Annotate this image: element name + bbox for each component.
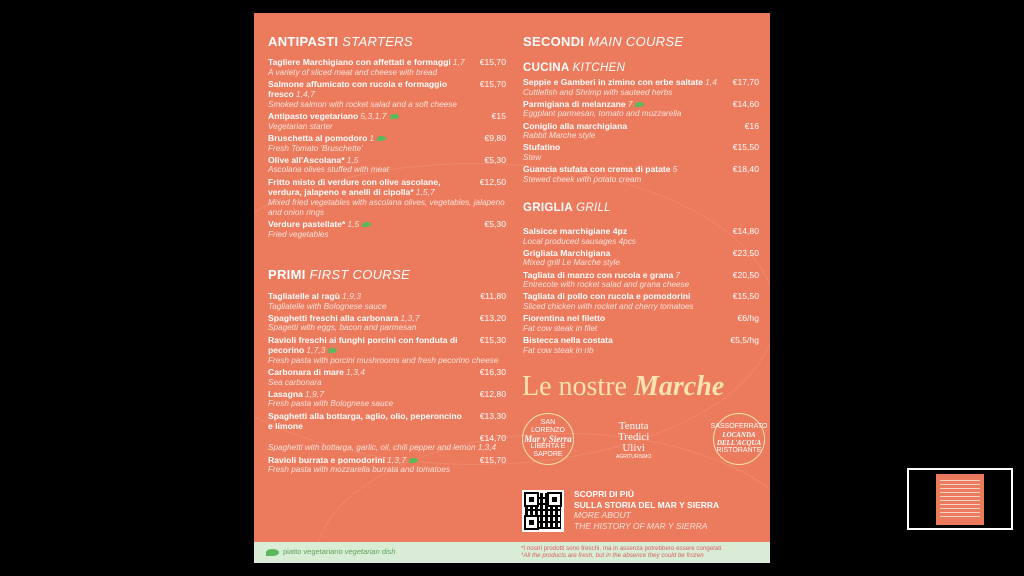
menu-item: [268, 455, 506, 476]
dish-name: Salmone affumicato con rucola e formaggio fresco 1,4,7: [268, 78, 448, 100]
dish-description: Mixed grill Le Marche style: [523, 258, 620, 268]
dish-price: €5,5/hg: [730, 334, 759, 345]
dish-name: Fritto misto di verdure con olive ascolane, verdura, jalapeno e anelli di cipolla* 1,5,7: [268, 176, 441, 198]
dish-name: Lasagna 1,9,7: [268, 388, 324, 399]
menu-item: [523, 335, 759, 356]
dish-price: €14,60: [732, 98, 759, 109]
allergen-codes: 1,5: [346, 154, 359, 165]
allergen-codes: 1,5: [347, 219, 360, 230]
allergen-codes: 1,3,7: [400, 312, 420, 323]
allergen-codes: 1: [369, 132, 375, 143]
dish-price: €6/hg: [737, 313, 759, 324]
dish-description: Entrecote with rocket salad and grana cheese: [523, 280, 690, 290]
dish-name: Fiorentina nel filetto: [523, 313, 606, 324]
dish-price: €20,50: [732, 269, 759, 280]
menu-footer: [254, 542, 770, 563]
dish-name: Tagliata di pollo con rucola e pomodorini: [523, 291, 691, 302]
dish-name: Ravioli freschi ai funghi porcini con fonduta di pecorino 1,7,3: [268, 334, 458, 356]
griglia-list: [523, 226, 759, 357]
menu-item: [268, 367, 506, 388]
dish-price: €15,30: [479, 334, 506, 345]
menu-item: [268, 111, 506, 132]
cucina-list: [523, 77, 759, 186]
allergen-codes: 1,3,4: [345, 366, 366, 377]
menu-item: [523, 142, 759, 163]
menu-item: [268, 133, 506, 154]
dish-name: Salsicce marchigiane 4pz: [523, 226, 628, 236]
dish-name: Verdure pastellate* 1,5: [268, 219, 371, 230]
menu-item: [268, 313, 506, 334]
dish-description: Spagetti with eggs, bacon and parmesan: [268, 323, 417, 333]
dish-name: Tagliatelle al ragù 1,9,3: [268, 291, 362, 301]
dish-description: Fresh pasta with mozzarella burrata and tomatoes: [268, 465, 451, 475]
dish-price: €11,80: [480, 291, 506, 301]
dish-description: Fried vegetables: [268, 229, 329, 239]
dish-price: €13,30: [479, 410, 506, 421]
allergen-codes: 1,5,7: [415, 187, 435, 198]
tenuta-tredici-ulivi-logo: Tenuta Tredici Ulivi AGRITURISMO: [616, 420, 652, 460]
dish-price: €14,80: [732, 226, 759, 236]
vegetarian-leaf-icon: [390, 114, 399, 119]
dish-price: €16: [744, 120, 759, 131]
dish-price: €13,20: [479, 312, 506, 323]
locanda-dell-acqua-logo: SASSOFERRATO LOCANDA DELL'ACQUA RISTORANTE: [713, 413, 765, 465]
dish-description: Sea carbonara: [268, 377, 322, 387]
dish-price: €15,50: [732, 291, 759, 302]
dish-description: Smoked salmon with rocket salad and a soft cheese: [268, 99, 457, 109]
menu-item: [268, 219, 506, 240]
menu-item: [523, 77, 759, 98]
allergen-codes: 1,4,7: [295, 89, 315, 100]
dish-price: €15,50: [732, 142, 759, 153]
dish-price: €5,30: [484, 219, 506, 230]
dish-name: Ravioli burrata e pomodorini 1,3,7: [268, 455, 418, 466]
dish-description: Vegetarian starter: [268, 121, 333, 131]
dish-name: Bistecca nella costata: [523, 334, 613, 345]
dish-name: Olive all'Ascolana* 1,5: [268, 154, 359, 165]
menu-item: [523, 248, 759, 269]
dish-description: Tagliatelle with Bolognese sauce: [268, 301, 387, 311]
partner-logos: [520, 413, 768, 473]
dish-description: Fresh Tomato 'Bruschette': [268, 143, 363, 153]
menu-item: [268, 79, 506, 110]
menu-item: [523, 270, 759, 291]
dish-price: €16,30: [479, 366, 506, 377]
dish-price: €15,70: [479, 78, 506, 89]
dish-name: Spaghetti freschi alla carbonara 1,3,7: [268, 312, 420, 323]
dish-description: Fat cow steak in filet: [523, 323, 598, 333]
antipasti-title: ANTIPASTI STARTERS: [268, 34, 413, 49]
dish-price: €23,50: [732, 247, 759, 258]
menu-item: [268, 291, 506, 312]
dish-description: Stew: [523, 152, 542, 162]
page-thumbnail[interactable]: [907, 468, 1013, 530]
qr-code[interactable]: [522, 490, 564, 532]
dish-name: Tagliere Marchigiano con affettati e formaggi 1,7: [268, 57, 465, 67]
allergen-codes: 1,9,3: [341, 291, 362, 301]
menu-item: [523, 313, 759, 334]
dish-description: Spaghetti with bottarga, garlic, oil, chili pepper and lemon 1,3,4: [268, 443, 497, 453]
vegetarian-leaf-icon: [409, 458, 418, 463]
allergen-codes: 1,3,7: [387, 454, 407, 465]
vegetarian-leaf-icon: [635, 102, 644, 107]
dish-price: €9,80: [484, 132, 506, 143]
dish-name: Bruschetta al pomodoro 1: [268, 133, 386, 144]
allergen-codes: 1,9,7: [304, 388, 324, 399]
menu-item: [268, 389, 506, 410]
menu-item: [268, 177, 506, 219]
menu-item: [523, 121, 759, 142]
cucina-title: CUCINA KITCHEN: [523, 62, 626, 74]
dish-name: Tagliata di manzo con rucola e grana 7: [523, 269, 681, 280]
allergen-codes: 7: [675, 269, 681, 280]
dish-description: Rabbit Marche style: [523, 131, 596, 141]
dish-price: €12,50: [479, 176, 506, 187]
vegetarian-legend: piatto vegetariano vegetarian dish: [266, 547, 396, 556]
allergen-codes: 5: [672, 164, 678, 175]
dish-description: A variety of sliced meat and cheese with bread: [268, 67, 437, 77]
vegetarian-leaf-icon: [377, 136, 386, 141]
dish-description: Local produced sausages 4pcs: [523, 236, 636, 246]
dish-description: Fresh pasta with Bolognese sauce: [268, 399, 394, 409]
dish-description: Eggplant parmesan, tomato and mozzarella: [523, 109, 682, 119]
dish-description: Mixed fried vegetables with ascolana olives, vegetables, jalapeno and onion rings: [268, 197, 505, 217]
dish-name: Stufatino: [523, 142, 561, 153]
brand-heading: Le nostre Marche: [522, 371, 725, 402]
primi-list: [268, 291, 506, 476]
primi-title: PRIMI FIRST COURSE: [268, 267, 410, 282]
dish-description: Stewed cheek with potato cream: [523, 174, 642, 184]
dish-price: €17,70: [732, 77, 759, 87]
menu-item: [523, 291, 759, 312]
dish-name: Spaghetti alla bottarga, aglio, olio, peperoncino e limone: [268, 410, 462, 432]
antipasti-list: [268, 57, 506, 241]
menu-item: [268, 155, 506, 176]
menu-page: [254, 13, 770, 563]
dish-description: Ascolana olives stuffed with meat: [268, 165, 390, 175]
dish-price: €18,40: [732, 164, 759, 175]
dish-price: €14,70: [479, 432, 506, 443]
menu-item: [268, 411, 506, 432]
menu-item: [523, 99, 759, 120]
menu-item: [268, 433, 506, 454]
vegetarian-leaf-icon: [328, 348, 337, 353]
dish-price: €15: [491, 111, 506, 122]
secondi-title: SECONDI MAIN COURSE: [523, 34, 684, 49]
allergen-codes: 1,4: [705, 77, 717, 87]
dish-name: Guancia stufata con crema di patate 5: [523, 164, 678, 175]
mar-y-sierra-logo: SAN LORENZO Mar y Sierra LIBERTA E SAPORE: [522, 413, 574, 465]
allergen-codes: 1,7,3: [306, 345, 326, 356]
menu-item: [523, 164, 759, 185]
dish-description: Cuttlefish and Shrimp with sauteed herbs: [523, 87, 673, 97]
menu-item: [523, 226, 759, 247]
dish-price: €12,80: [479, 388, 506, 399]
leaf-icon: [266, 549, 279, 556]
dish-name: Grigliata Marchigiana: [523, 247, 611, 258]
dish-name: Carbonara di mare 1,3,4: [268, 366, 366, 377]
history-info: SCOPRI DI PIÙ SULLA STORIA DEL MAR Y SIERRA MORE ABOUT THE HISTORY OF MAR Y SIERRA: [574, 489, 720, 531]
allergen-codes: 7: [627, 98, 633, 109]
dish-description: Sliced chicken with rocket and cherry tomatoes: [523, 301, 694, 311]
allergen-codes: 5,3,1,7: [360, 111, 387, 122]
dish-price: €15,70: [479, 454, 506, 465]
dish-price: €5,30: [484, 154, 506, 165]
dish-name: Antipasto vegetariano 5,3,1,7: [268, 111, 399, 122]
thumbnail-preview: [936, 474, 984, 525]
menu-item: [268, 335, 506, 366]
dish-description: Fresh pasta with porcini mushrooms and fresh pecorino cheese: [268, 355, 499, 365]
frozen-note: *I nostri prodotti sono freschi, ma in assenza potrebbero essere congelati. *All the products are fresh, but in the absence they could be frozen: [521, 545, 723, 559]
griglia-title: GRIGLIA GRILL: [523, 202, 611, 214]
dish-price: €15,70: [479, 57, 506, 67]
menu-item: [268, 57, 506, 78]
dish-description: Fat cow steak in rib: [523, 345, 594, 355]
dish-name: Seppie e Gamberi in zimino con erbe saltate 1,4: [523, 77, 717, 87]
dish-name: Coniglio alla marchigiana: [523, 120, 628, 131]
vegetarian-leaf-icon: [362, 222, 371, 227]
allergen-codes: 1,7: [452, 57, 465, 67]
dish-name: Parmigiana di melanzane 7: [523, 99, 644, 110]
